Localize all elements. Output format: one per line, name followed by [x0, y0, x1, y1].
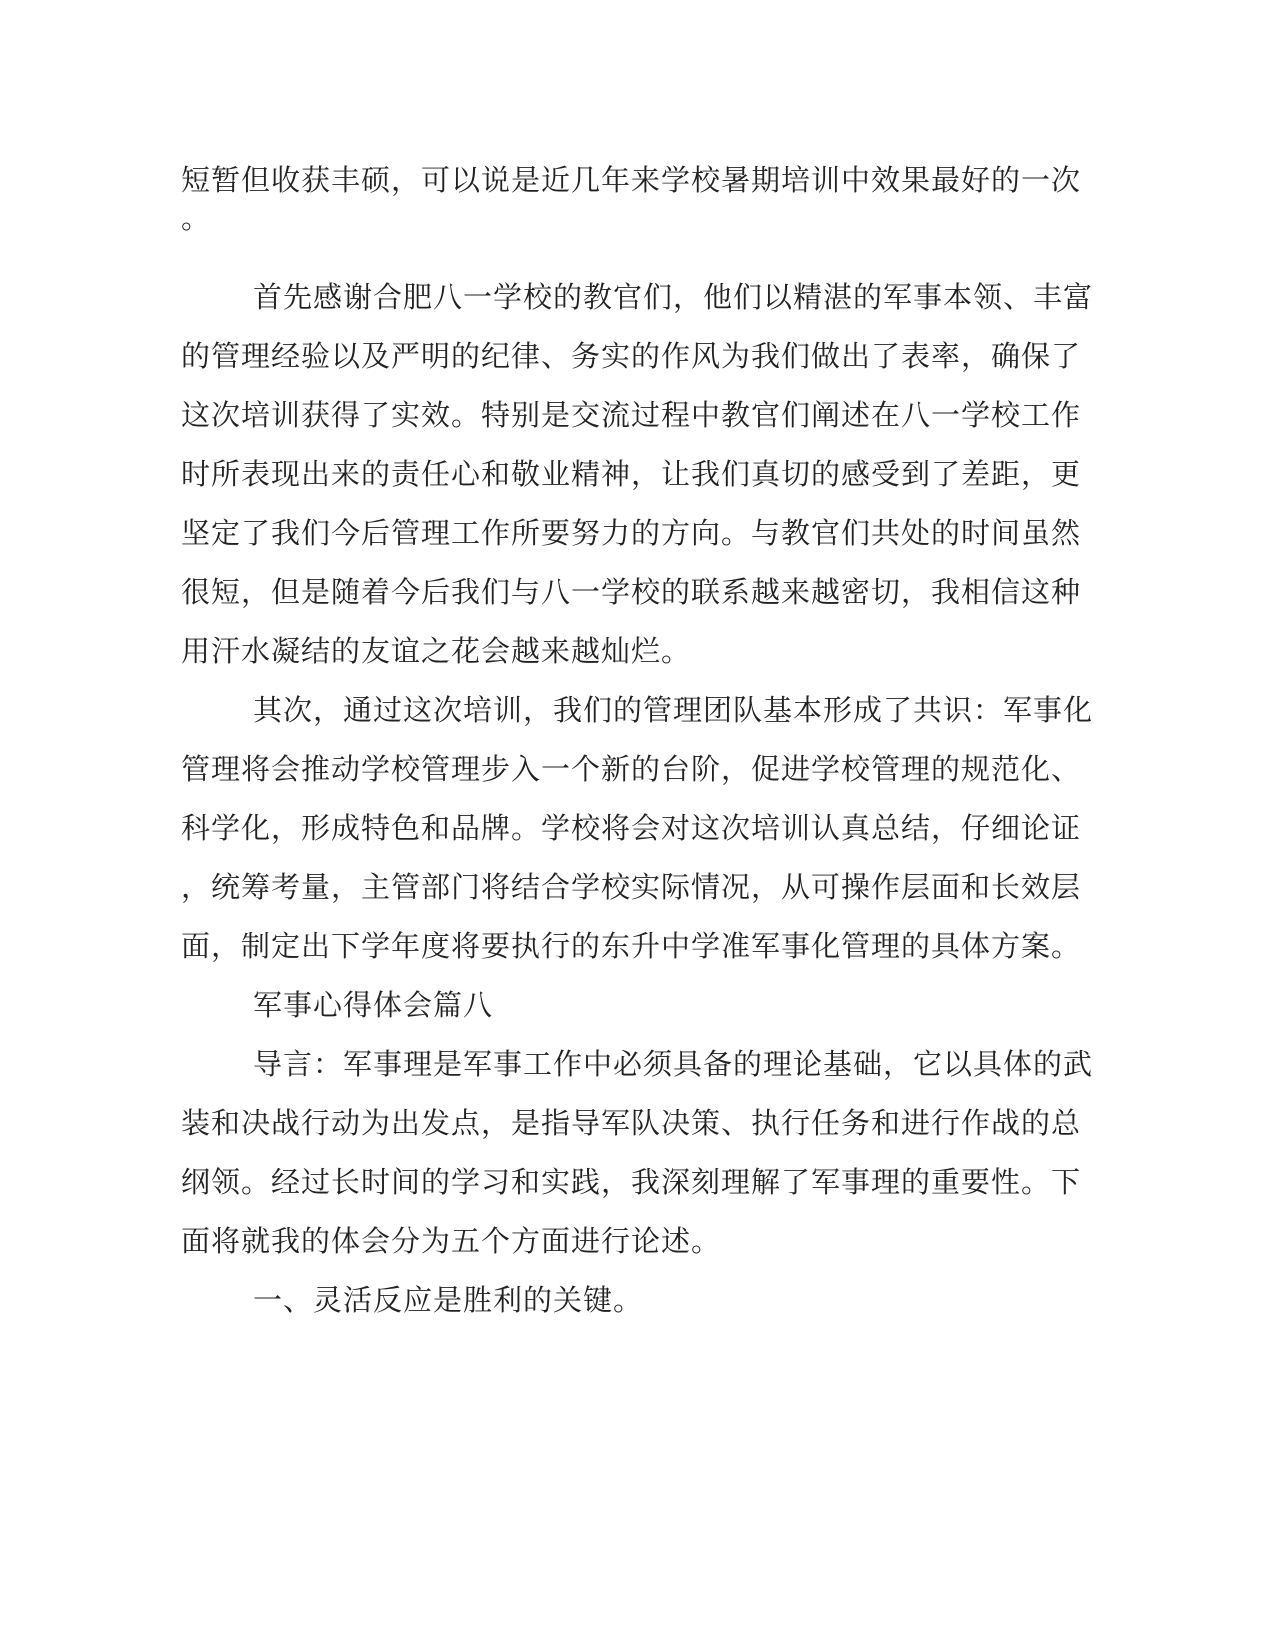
text-line: 短暂但收获丰硕，可以说是近几年来学校暑期培训中效果最好的一次 — [181, 163, 1082, 197]
text-line: 这次培训获得了实效。特别是交流过程中教官们阐述在八一学校工作 — [181, 398, 1082, 432]
text-line: 纲领。经过长时间的学习和实践，我深刻理解了军事理的重要性。下 — [181, 1165, 1082, 1199]
text-line: 科学化，形成特色和品牌。学校将会对这次培训认真总结，仔细论证 — [181, 811, 1082, 845]
text-line: 用汗水凝结的友谊之花会越来越灿烂。 — [181, 634, 692, 668]
text-line: 很短，但是随着今后我们与八一学校的联系越来越密切，我相信这种 — [181, 575, 1082, 609]
section-heading: 军事心得体会篇八 — [253, 988, 494, 1022]
text-line: 首先感谢合肥八一学校的教官们，他们以精湛的军事本领、丰富 — [253, 280, 1094, 314]
text-line: 面将就我的体会分为五个方面进行论述。 — [181, 1224, 722, 1258]
text-line: 。 — [181, 201, 212, 235]
text-line: 管理将会推动学校管理步入一个新的台阶，促进学校管理的规范化、 — [181, 752, 1082, 786]
text-line: 的管理经验以及严明的纪律、务实的作风为我们做出了表率，确保了 — [181, 339, 1082, 373]
text-line: 导言：军事理是军事工作中必须具备的理论基础，它以具体的武 — [253, 1047, 1094, 1081]
subheading-line: 一、灵活反应是胜利的关键。 — [253, 1283, 644, 1317]
text-line: 装和决战行动为出发点，是指导军队决策、执行任务和进行作战的总 — [181, 1106, 1082, 1140]
text-line: ，统筹考量，主管部门将结合学校实际情况，从可操作层面和长效层 — [181, 870, 1082, 904]
text-line: 面，制定出下学年度将要执行的东升中学准军事化管理的具体方案。 — [181, 929, 1082, 963]
text-line: 其次，通过这次培训，我们的管理团队基本形成了共识：军事化 — [253, 693, 1094, 727]
text-line: 坚定了我们今后管理工作所要努力的方向。与教官们共处的时间虽然 — [181, 516, 1082, 550]
text-line: 时所表现出来的责任心和敬业精神，让我们真切的感受到了差距，更 — [181, 457, 1082, 491]
